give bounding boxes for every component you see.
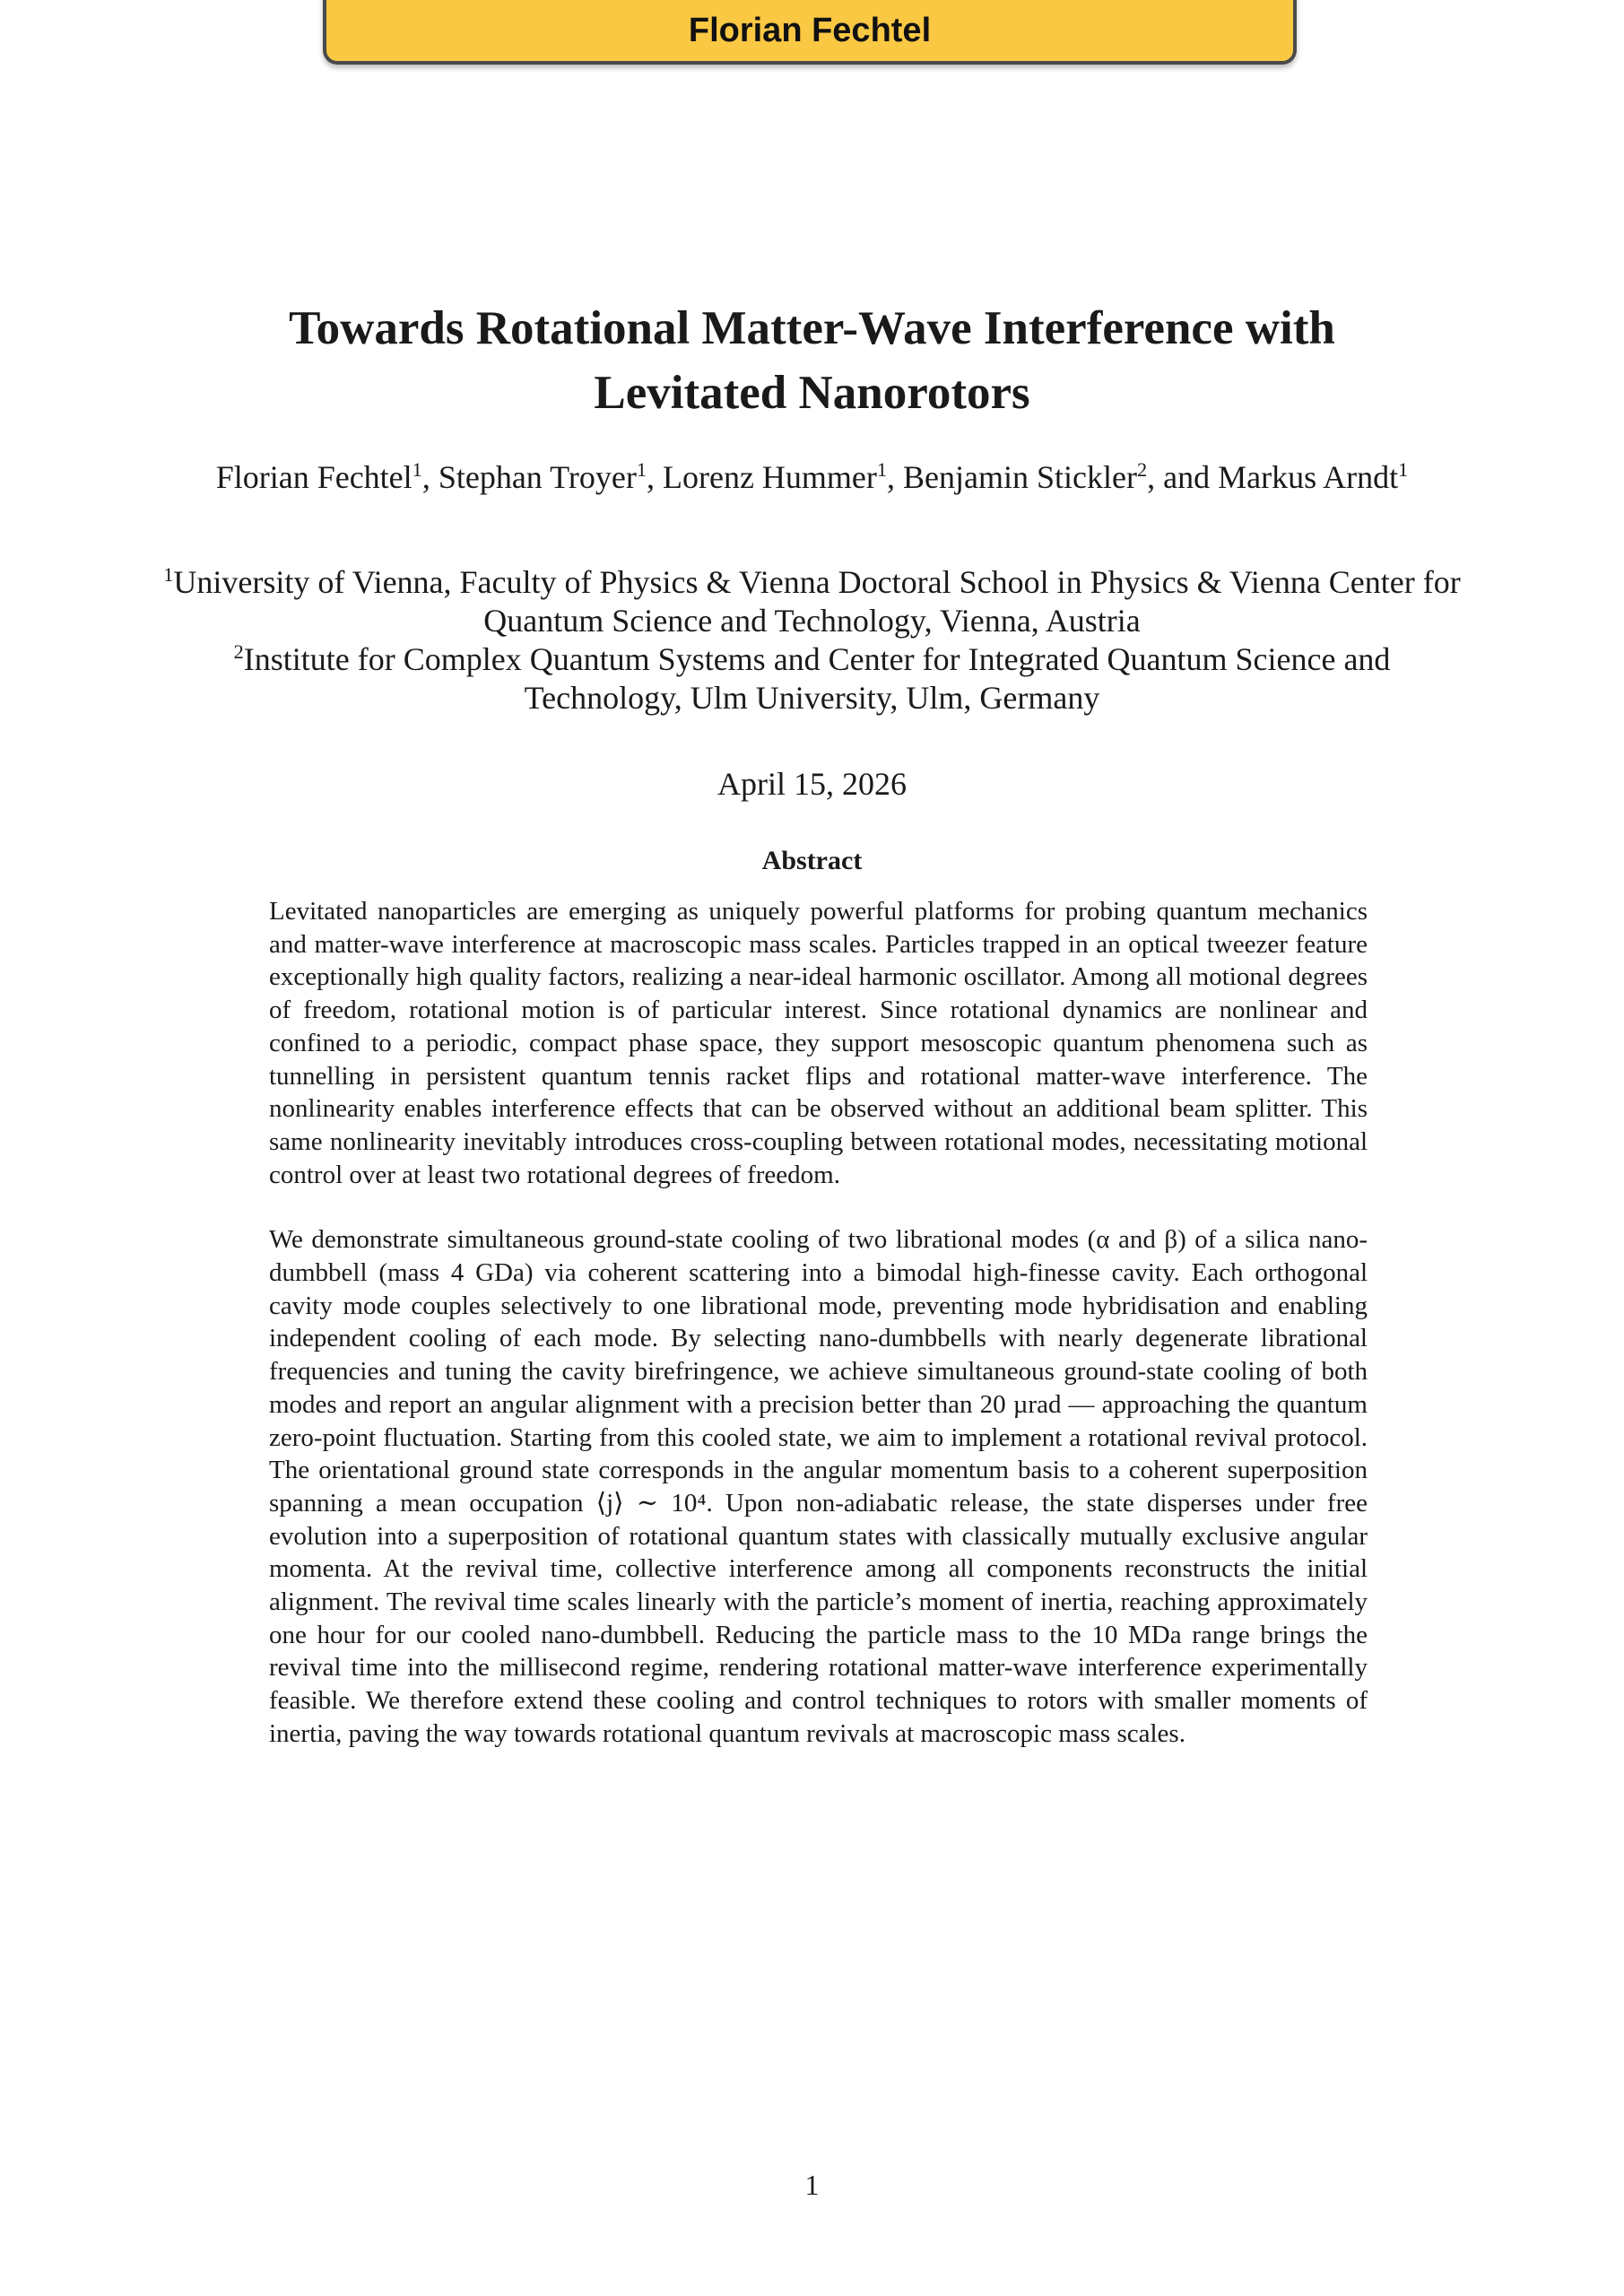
author-list [197, 457, 1427, 498]
author: Lorenz Hummer$^1$, [662, 458, 904, 495]
affiliation-mark: 1 [412, 458, 422, 481]
affiliation-mark: 1 [1398, 458, 1409, 481]
affiliation-mark: 2 [1137, 458, 1148, 481]
affiliation-list [161, 563, 1463, 718]
title-line-1: Towards Rotational Matter-Wave Interference with [289, 302, 1335, 354]
paper-title [0, 296, 1624, 425]
author: Markus Arndt$^1$ [1218, 458, 1409, 495]
abstract-heading: Abstract [761, 846, 863, 875]
author: Benjamin Stickler$^2$, and [903, 458, 1219, 495]
affiliation: $^1$University of Vienna, Faculty of Physics & Vienna Doctoral School in Physics & Vienna Center for Quantum Science and Technology, Vienna, Austria [163, 563, 1461, 639]
paper-date: April 15, 2026 [717, 766, 907, 802]
affiliation: $^2$Institute for Complex Quantum Systems and Center for Integrated Quantum Science and Technology, Ulm University, Ulm, Germany [233, 640, 1391, 716]
header-tab-label: Florian Fechtel [688, 11, 932, 49]
affiliation-mark: 1 [636, 458, 647, 481]
author: Florian Fechtel$^1$, [215, 458, 439, 495]
affiliation-mark: 1 [876, 458, 888, 481]
header-tab [323, 0, 1297, 65]
abstract-paragraph-2: We demonstrate simultaneous ground-state cooling of two librational modes (α and β) of a silica nano-dumbbell (mass 4 GDa) via coherent scattering into a bimodal high-finesse cavity. Each orthogonal cavity mode couples selectively to one librational mode, preventing mode hybridisation and enabling independent cooling of each mode. By selecting nano-dumbbells with nearly degenerate librational frequencies and tuning the cavity birefringence, we achieve simultaneous ground-state cooling of both modes and report an angular alignment with a precision better than 20 µrad — approaching the quantum zero-point fluctuation. Starting from this cooled state, we aim to implement a rotational revival protocol. The orientational ground state corresponds in the angular momentum basis to a coherent superposition spanning a mean occupation ⟨j⟩ ∼ 10⁴. Upon non-adiabatic release, the state disperses under free evolution into a superposition of rotational quantum states with classically mutually exclusive angular momenta. At the revival time, collective interference among all components reconstructs the initial alignment. The revival time scales linearly with the particle’s moment of inertia, reaching approximately one hour for our cooled nano-dumbbell. Reducing the particle mass to the 10 MDa range brings the revival time into the millisecond regime, rendering rotational matter-wave interference experimentally feasible. We therefore extend these cooling and control techniques to rotors with smaller moments of inertia, paving the way towards rotational quantum revivals at macroscopic mass scales. [269, 1225, 1368, 1748]
affiliation-mark: 1 [163, 563, 174, 586]
author: Stephan Troyer$^1$, [438, 458, 663, 495]
title-line-2: Levitated Nanorotors [594, 367, 1030, 419]
affiliation-mark: 2 [233, 640, 244, 663]
page-number: 1 [804, 2169, 820, 2201]
abstract-paragraph-1: Levitated nanoparticles are emerging as uniquely powerful platforms for probing quantum mechanics and matter-wave interference at macroscopic mass scales. Particles trapped in an optical tweezer feature exceptionally high quality factors, realizing a near-ideal harmonic oscillator. Among all motional degrees of freedom, rotational motion is of particular interest. Since rotational dynamics are nonlinear and confined to a periodic, compact phase space, they support mesoscopic quantum phenomena such as tunnelling in persistent quantum tennis racket flips and rotational matter-wave interference. The nonlinearity enables interference effects that can be observed without an additional beam splitter. This same nonlinearity inevitably introduces cross-coupling between rotational modes, necessitating motional control over at least two rotational degrees of freedom. [269, 897, 1368, 1189]
abstract-body [269, 895, 1368, 1751]
